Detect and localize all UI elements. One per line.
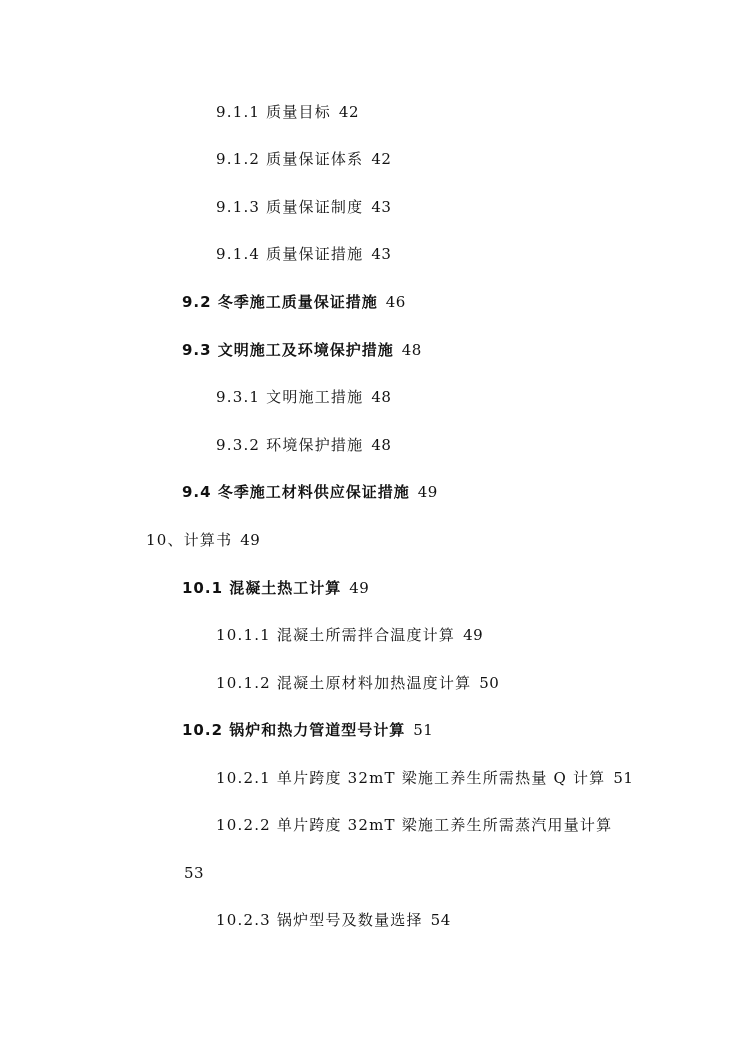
toc-entry-title: 9.3 文明施工及环境保护措施 — [182, 341, 394, 359]
toc-page-number: 48 — [401, 341, 422, 359]
toc-entry-title: 9.3.1 文明施工措施 — [216, 388, 364, 406]
toc-entry-title: 9.1.2 质量保证体系 — [216, 150, 364, 168]
toc-entry-9-1-3[interactable] — [216, 197, 391, 217]
toc-entry-9-1-4[interactable] — [216, 244, 391, 264]
toc-entry-title: 10.2.3 锅炉型号及数量选择 — [216, 911, 423, 929]
toc-entry-title: 10.1 混凝土热工计算 — [182, 579, 342, 597]
toc-entry-title: 9.1.1 质量目标 — [216, 103, 331, 121]
toc-page-number: 42 — [371, 150, 392, 168]
toc-entry-10-2-2-page-continuation[interactable] — [182, 863, 204, 883]
toc-page-number: 42 — [338, 103, 359, 121]
toc-entry-10[interactable] — [146, 530, 260, 550]
toc-entry-9-2[interactable] — [182, 292, 406, 312]
toc-entry-10-1-1[interactable] — [216, 625, 483, 645]
toc-page-number: 48 — [371, 436, 392, 454]
toc-entry-title: 9.1.3 质量保证制度 — [216, 198, 364, 216]
toc-entry-title: 9.1.4 质量保证措施 — [216, 245, 364, 263]
toc-entry-title: 10.2.1 单片跨度 32mT 梁施工养生所需热量 Q 计算 — [216, 769, 606, 787]
toc-page-number: 53 — [184, 864, 205, 882]
toc-page-number: 51 — [413, 721, 434, 739]
toc-entry-10-2-2[interactable] — [216, 815, 612, 835]
toc-entry-9-1-1[interactable] — [216, 102, 359, 122]
toc-entry-10-1-2[interactable] — [216, 673, 499, 693]
toc-page-number: 51 — [613, 769, 634, 787]
toc-entry-10-1[interactable] — [182, 578, 369, 598]
toc-entry-title: 9.4 冬季施工材料供应保证措施 — [182, 483, 410, 501]
toc-entry-title: 10.2 锅炉和热力管道型号计算 — [182, 721, 406, 739]
toc-page-number: 48 — [371, 388, 392, 406]
toc-entry-9-3-2[interactable] — [216, 435, 391, 455]
toc-entry-9-4[interactable] — [182, 482, 438, 502]
toc-page-number: 54 — [430, 911, 451, 929]
toc-entry-title: 10.2.2 单片跨度 32mT 梁施工养生所需蒸汽用量计算 — [216, 816, 613, 834]
toc-entry-9-3-1[interactable] — [216, 387, 391, 407]
toc-entry-10-2-1[interactable] — [216, 768, 633, 788]
toc-page-number: 49 — [417, 483, 438, 501]
toc-page-number: 43 — [371, 198, 392, 216]
toc-page-number: 43 — [371, 245, 392, 263]
toc-page-number: 49 — [463, 626, 484, 644]
toc-page-number: 49 — [349, 579, 370, 597]
toc-entry-10-2[interactable] — [182, 720, 433, 740]
toc-entry-title: 9.3.2 环境保护措施 — [216, 436, 364, 454]
toc-page-number: 50 — [479, 674, 500, 692]
toc-page-number: 46 — [385, 293, 406, 311]
toc-entry-title: 10、计算书 — [146, 531, 233, 549]
toc-page-number: 49 — [240, 531, 261, 549]
toc-entry-9-3[interactable] — [182, 340, 422, 360]
toc-entry-title: 10.1.2 混凝土原材料加热温度计算 — [216, 674, 472, 692]
toc-entry-9-1-2[interactable] — [216, 149, 391, 169]
toc-entry-10-2-3[interactable] — [216, 910, 451, 930]
toc-entry-title: 9.2 冬季施工质量保证措施 — [182, 293, 378, 311]
toc-entry-title: 10.1.1 混凝土所需拌合温度计算 — [216, 626, 456, 644]
